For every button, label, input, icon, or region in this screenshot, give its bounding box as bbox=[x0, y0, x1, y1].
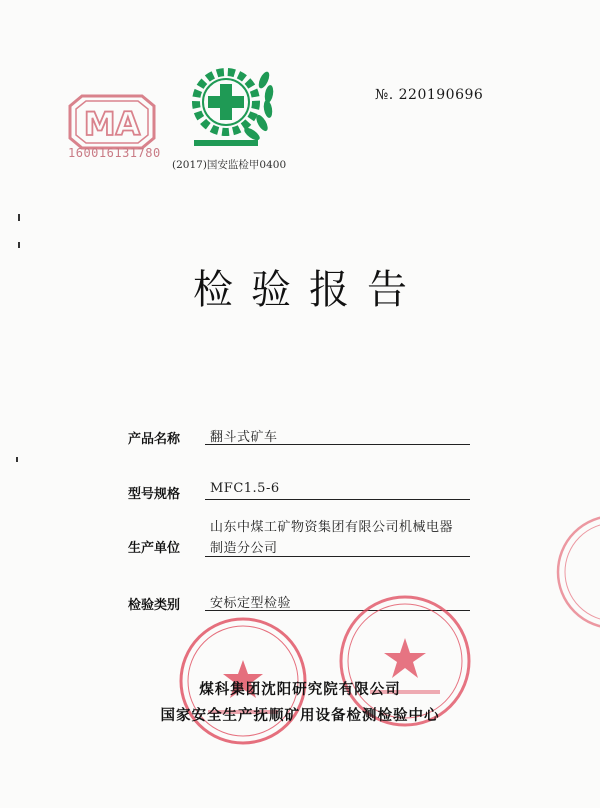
product-name-underline bbox=[205, 444, 470, 445]
manufacturer-underline bbox=[205, 556, 470, 557]
issuing-organization: 煤科集团沈阳研究院有限公司 bbox=[199, 682, 401, 698]
model-underline bbox=[205, 499, 470, 500]
model-label: 型号规格 bbox=[128, 487, 181, 502]
partial-seal-stamp bbox=[552, 512, 600, 632]
manufacturer-value-line1: 山东中煤工矿物资集团有限公司机械电器 bbox=[210, 520, 454, 535]
manufacturer-value-line2: 制造分公司 bbox=[210, 541, 278, 556]
inspection-center: 国家安全生产抚顺矿用设备检测检验中心 bbox=[160, 708, 440, 724]
report-number: №. 220190696 bbox=[375, 87, 484, 103]
ma-certificate-number: 160016131780 bbox=[68, 146, 161, 160]
product-name-value: 翻斗式矿车 bbox=[210, 430, 278, 445]
page-title: 检验报告 bbox=[193, 267, 425, 313]
inspection-type-label: 检验类别 bbox=[128, 598, 181, 613]
model-value: MFC1.5-6 bbox=[210, 481, 280, 496]
edge-mark bbox=[18, 242, 20, 248]
safety-cross-emblem bbox=[180, 58, 280, 158]
ma-logo-text: MA bbox=[83, 105, 141, 143]
product-name-label: 产品名称 bbox=[128, 432, 181, 447]
edge-mark bbox=[16, 457, 18, 462]
emblem-caption: (2017)国安监检甲0400 bbox=[172, 159, 287, 171]
manufacturer-label: 生产单位 bbox=[128, 541, 181, 556]
inspection-type-value: 安标定型检验 bbox=[210, 596, 292, 611]
edge-mark bbox=[18, 214, 20, 221]
